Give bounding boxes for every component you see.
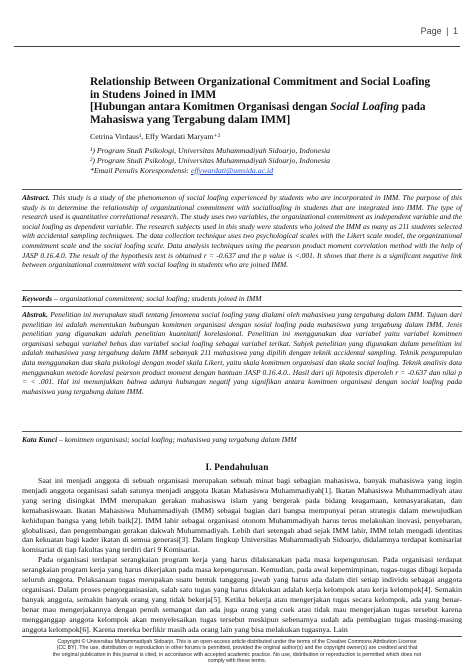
abstract-label: Abstract. (22, 193, 50, 202)
abstrak-text: Penelitian ini merupakan studi tentang fenomena social loafing yang dialami oleh mahasiswa yang tergabung dalam IMM. Tujuan dari penelitian ini adalah menentukan hubungan komitmen organisasi dengan sosial loafing pada mahasiswa yang tergabung dalam IMM. Jenis penelitian yang digunakan adalah penelitian kuantitatif korelasional. Penelitian ini menggunakan dua variabel yaitu variabel komitmen organisasi sebagai variabel bebas dan variabel social loafing sebagai variabel terikat. Subjek penelitian yang digunakan dalam penelitian ini adalah mahasiswa yang tergabung dalam IMM sebanyak 211 mahasiswa yang dipilih dengan teknik accidental sampling. Teknik pengumpulan data menggunakan dua skala psikologi dengan model skala Likert, yaitu skala komitmen organisasi dan skala social loafing. Teknik analisis data menggunakan metode korelasi pearson product moment dengan bantuan JASP 0.16.4.0.. Hasil dari uji hipotesis diperoleh r = -0.637 dan nilai p = < .001. Hal ini menunjukkan bahwa adanya hubungan negatif yang signifikan antara komitmen organisasi dengan social loafing pada mahasiswa yang tergabung dalam IMM. (22, 310, 463, 396)
footer-line-2: (CC BY). The use, distribution or reproduction in other forums is permitted, provided the original author(s) and the copyright owner(s) are credited and that (56, 645, 418, 652)
abstrak-label: Abstrak. (22, 310, 49, 319)
page-number (421, 26, 458, 36)
affiliation-1: ¹) Program Studi Psikologi, Universitas Muhammadiyah Sidoarjo, Indonesia (90, 146, 331, 155)
page-separator: | (446, 26, 449, 36)
title-line-4: Mahasiswa yang Tergabung dalam IMM] (90, 113, 291, 126)
page-number-value: 1 (452, 26, 458, 36)
title-line-1: Relationship Between Organizational Commitment and Social Loafing (90, 76, 431, 88)
affiliation-2: ²) Program Studi Psikologi, Universitas Muhammadiyah Sidoarjo, Indonesia (90, 156, 331, 165)
intro-paragraph-2: Pada organisasi terdapat serangkaian program kerja yang harus dilaksanakan pada masa kepengurusan. Pada organisasi terdapat serangkaian program kerja yang harus dikerjakan pada masa kepengurusan. Kemudian, pada awal kepemimpinan, tugas-tugas dibagi kepada seluruh anggota. Pelaksanaan tugas merupakan suatu bentuk tanggung jawab yang harus ada dalam diri setiap individu sebagai anggota organisasi. Dalam proses pengorganisasian, salah satu tugas yang harus dilakukan adalah kerja kelompok atau kerja kelompok[4]. Semakin banyak anggota, semakin banyak orang yang tidak bekerja[5]. Ketika bekerja atau mengerjakan tugas secara kelompok, ada yang benar-benar mau mengerjakannya dengan penuh semangat dan ada juga orang yang cuek atau tidak mau mengerjakan tugas tersebut karena mengganggap anggota kelompok akan menyelesaikan tugas tersebut meskipun sebenarnya sudah ada pembagian tugas masing-masing anggota kelompok[6]. Karena mereka berfikir masih ada orang lain yang bisa melakukan tugasnya. Lain (22, 555, 462, 634)
section-heading: I. Pendahuluan (205, 462, 269, 472)
title-line-2: in Studens Joined in IMM (90, 88, 217, 101)
email-link[interactable]: effywardati@umsida.ac.id (190, 166, 274, 175)
footer-line-3: the original publication in this journal is cited, in accordance with accepted academic practice. No use, distribution or reproduction is permitted which does not (52, 651, 422, 658)
keywords-text: – organizational commitment; social loafing; students joined in IMM (53, 294, 262, 303)
abstract-text: This study is a study of the phenomenon of social loafing experienced by students who are incorporated in IMM. The purpose of this study is to determine the relationship of organizational commitment with socialloafing in students that are integrated into IMM. The type of research used is quantitative correlational research. The study uses two variables, the organizational commitment as independent variable and the social loafing as dependent variable. The research subjects used in this study were students who joined the IMM as many as 211 students selected with accidental sampling techniques. The data collection technique uses two psychological scales with the Likert scale model, the organizational commitment scale and the social loafing scale. Data analysis techniques using the pearson product moment correlation method with the help of JASP 0.16.4.0. The result of the hypothesis text is obtained r = -0.637 and the p value is <.001. It shows that there is a significant negative link between organizational commitment with social loafing in students who are joined IMM. (22, 193, 462, 270)
abstract-rule-top (22, 189, 462, 190)
author-list: Cetrina Virdaus¹, Effy Wardati Maryam⁺² (90, 132, 221, 141)
kata-kunci-label: Kata Kunci (22, 435, 58, 444)
introduction-body (22, 476, 462, 635)
title-line-3-start: [Hubungan antara Komitmen Organisasi dengan (90, 101, 328, 113)
intro-paragraph-1: Saat ini menjadi anggota di sebuah organisasi merupakan sebuah minat bagi sebagian mahasiswa, banyak mahasiswa yang ingin menjadi anggota organisasi salah satunya menjadi anggota Ikatan Mahasiswa Muhammadiyah[1]. Ikatan Mahasiswa Muhammadiyah atau yang sering disingkat IMM merupakan gerakan mahasiswa islam yang bergerak pada bidang keagamaan, kemasyarakatan, dan kemahasiswaan. Ikatan Mahasiswa Muhammadiyah (IMM) sebagai bagian dari bangsa mempunyai peran strategis dalam mewujudkan kehidupan bangsa yang lebih baik[2]. IMM lahir sebagai organisasi otonom Muhammadiyah harus terus melakukan inovasi, penyebaran, globalisasi, dan pengembangan gerakan dakwah Muhammadiyah. Lebih dari setengah abad sejak IMM lahir, IMM telah mengadi identitas dan kekuatan bagi kader ikatan di semua generasi[3]. Dalam lingkup Universitas Muhammadiyah Sidoarjo, didalamnya terdapat komisariat komisariat di tiap fakultas yang terdiri dari 9 Komisariat. (22, 476, 462, 555)
header-rule (14, 46, 460, 47)
footer-line-4: comply with these terms. (207, 658, 267, 665)
corresponding-email (90, 166, 462, 176)
abstrak-rule-top (22, 306, 462, 307)
title-line-3 (90, 101, 462, 114)
keywords-indonesian (22, 435, 462, 445)
keywords-english (22, 294, 462, 304)
page-label: Page (420, 26, 442, 36)
kata-kunci-rule (22, 431, 462, 432)
footer-line-1: Copyright © Universitas Muhammadiyah Sidoarjo. This is an open-access article distributed under the terms of the Creative Commons Attribution License (57, 639, 417, 645)
title-line-3-end: pada (401, 101, 426, 113)
keywords-rule (22, 290, 462, 291)
abstract-indonesian (22, 310, 462, 396)
title-line-3-italic: Social Loafing (330, 101, 399, 113)
copyright-footer (40, 639, 434, 665)
paper-title (90, 76, 462, 126)
footer-rule (22, 636, 462, 637)
title-block (90, 76, 462, 176)
keywords-label: Keywords (22, 294, 52, 303)
kata-kunci-text: – komitmen organisasi; social loafing; mahasiswa yang tergabung dalam IMM (59, 435, 297, 444)
abstract-english (22, 193, 462, 270)
email-label: *Email Penulis Korespondensi: (90, 166, 189, 175)
